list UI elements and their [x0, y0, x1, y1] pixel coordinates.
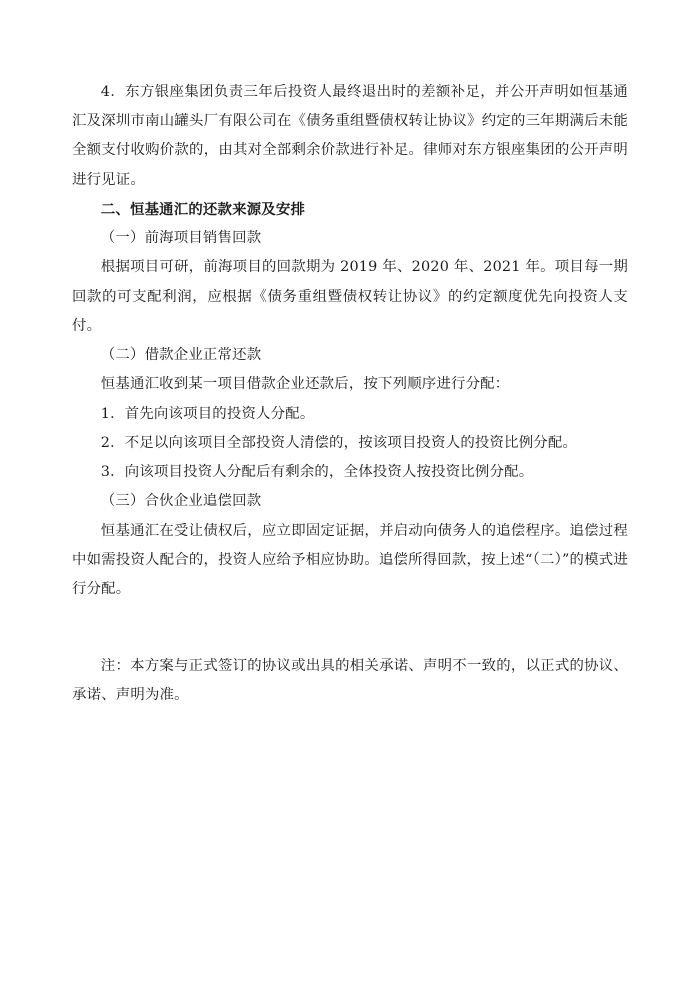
paragraph-order-2: 2．不足以向该项目全部投资人清偿的，按该项目投资人的投资比例分配。: [100, 434, 578, 451]
subsection-heading-2: （二）借款企业正常还款: [100, 347, 262, 364]
closing-note: 注：本方案与正式签订的协议或出具的相关承诺、声明不一致的，以正式的协议、承诺、声明为准。: [72, 658, 628, 704]
paragraph-partnership-recovery: 恒基通汇在受让债权后，应立即固定证据，并启动向债务人的追偿程序。追偿过程中如需投资人配合的，投资人应给予相应协助。追偿所得回款，按上述“（二）”的模式进行分配。: [72, 522, 628, 597]
paragraph-order-3: 3．向该项目投资人分配后有剩余的，全体投资人按投资比例分配。: [100, 464, 534, 481]
paragraph-item-4: 4．东方银座集团负责三年后投资人最终退出时的差额补足，并公开声明如恒基通汇及深圳市南山罐头厂有限公司在《债务重组暨债权转让协议》约定的三年期满后未能全额支付收购价款的，由其对全部剩余价款进行补足。律师对东方银座集团的公开声明进行见证。: [72, 84, 628, 188]
paragraph-qianhai-repayment: 根据项目可研，前海项目的回款期为 2019 年、2020 年、2021 年。项目每一期回款的可支配利润，应根据《债务重组暨债权转让协议》的约定额度优先向投资人支付。: [72, 259, 628, 334]
document-body: [72, 78, 628, 711]
paragraph-borrower-repayment: 恒基通汇收到某一项目借款企业还款后，按下列顺序进行分配：: [100, 376, 510, 393]
paragraph-spacer: [72, 604, 628, 652]
paragraph-order-1: 1．首先向该项目的投资人分配。: [100, 405, 315, 422]
section-heading-2: 二、恒基通汇的还款来源及安排: [100, 200, 306, 218]
subsection-heading-1: （一）前海项目销售回款: [100, 230, 262, 247]
subsection-heading-3: （三）合伙企业追偿回款: [100, 493, 262, 510]
